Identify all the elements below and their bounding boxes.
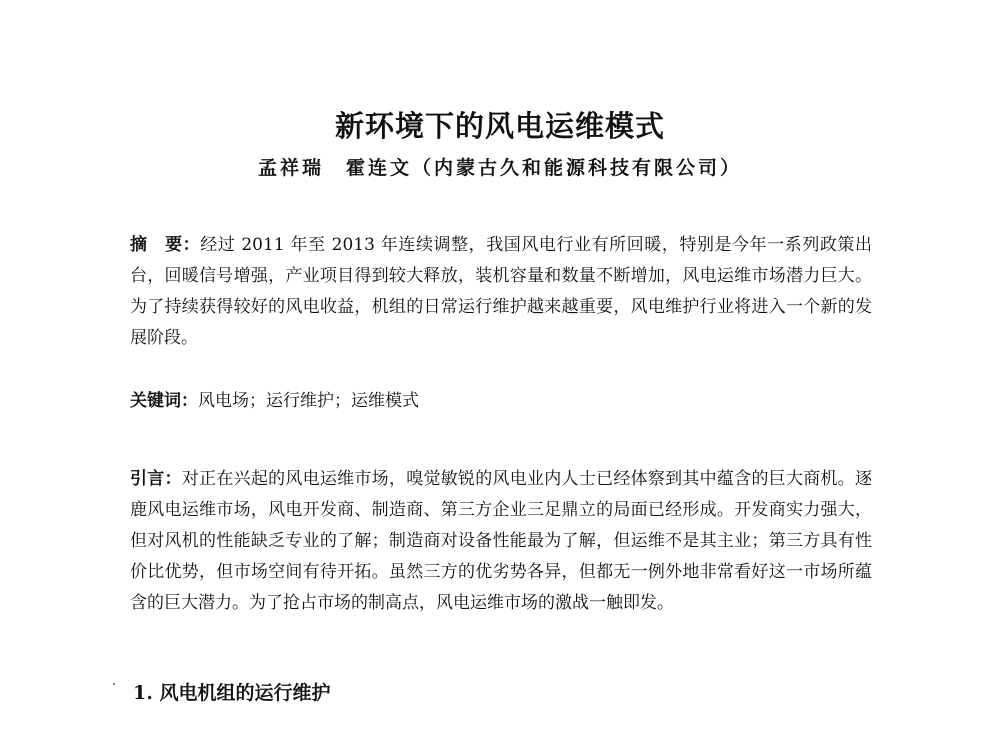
abstract-paragraph (130, 230, 872, 354)
keywords-text: 风电场；运行维护；运维模式 (198, 391, 419, 411)
section-heading: 1. 风电机组的运行维护 (133, 682, 331, 704)
document-title: 新环境下的风电运维模式 (334, 109, 665, 143)
keywords-paragraph (130, 386, 872, 417)
abstract-label: 摘 要： (130, 235, 201, 255)
keywords-label: 关键词： (130, 391, 198, 411)
introduction-text: 对正在兴起的风电运维市场，嗅觉敏锐的风电业内人士已经体察到其中蕴含的巨大商机。逐鹿风电运维市场，风电开发商、制造商、第三方企业三足鼎立的局面已经形成。开发商实力强大，但对风机的性能缺乏专业的了解；制造商对设备性能最为了解，但运维不是其主业；第三方具有性价比优势，但市场空间有待开拓。虽然三方的优劣势各异，但都无一例外地非常看好这一市场所蕴含的巨大潜力。为了抢占市场的制高点，风电运维市场的激战一触即发。 (130, 469, 873, 613)
introduction-label: 引言： (130, 469, 182, 489)
scan-artifact (113, 683, 115, 685)
abstract-text: 经过 2011 年至 2013 年连续调整，我国风电行业有所回暖，特别是今年一系列政策出台，回暖信号增强，产业项目得到较大释放，装机容量和数量不断增加，风电运维市场潜力巨大。为了持续获得较好的风电收益，机组的日常运行维护越来越重要，风电维护行业将进入一个新的发展阶段。 (130, 235, 872, 348)
author-line: 孟祥瑞 霍连文（内蒙古久和能源科技有限公司） (257, 157, 742, 179)
introduction-paragraph (130, 464, 872, 619)
